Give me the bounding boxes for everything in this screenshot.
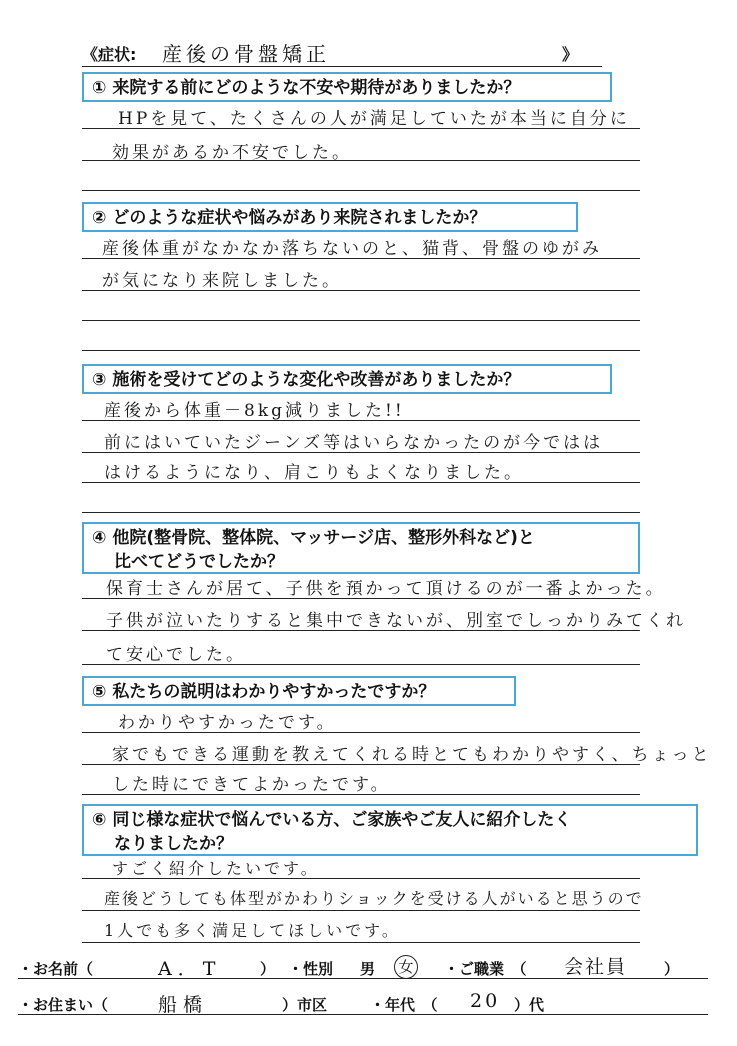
footer-rule-2	[18, 1014, 708, 1015]
gender-label: ・性別	[288, 960, 334, 978]
answer-2-line-1: 産後体重がなかなか落ちないのと、猫背、骨盤のゆがみ	[102, 239, 602, 259]
rule	[82, 732, 640, 733]
question-5-number: ⑤	[92, 682, 107, 702]
answer-5-line-3: した時にできてよかったです。	[112, 775, 391, 795]
rule	[82, 482, 640, 483]
question-5-box	[82, 676, 516, 706]
rule	[82, 452, 640, 453]
answer-2-line-2: が気になり来院しました。	[102, 271, 342, 291]
question-6-number: ⑥	[92, 810, 107, 830]
question-3-number: ③	[92, 370, 107, 390]
question-2-box	[82, 202, 578, 232]
rule	[82, 664, 640, 665]
question-4-text: 他院(整骨院、整体院、マッサージ店、整形外科など)と	[112, 528, 535, 548]
name-value: A．T	[158, 958, 222, 980]
footer-rule-1	[18, 978, 708, 979]
age-value: 20	[470, 990, 501, 1012]
name-close: ）	[260, 960, 276, 978]
address-close: ）市区	[282, 996, 328, 1014]
name-label: ・お名前（	[18, 960, 94, 978]
rule	[82, 512, 640, 513]
question-6-box	[82, 804, 698, 856]
answer-3-line-1: 産後から体重－8kg減りました!!	[104, 401, 405, 421]
rule	[82, 290, 640, 291]
rule	[82, 878, 640, 879]
question-2-text: どのような症状や悩みがあり来院されましたか？	[112, 208, 487, 228]
age-close: ）代	[514, 996, 545, 1014]
question-2-number: ②	[92, 208, 107, 228]
symptom-label: 《症状:	[82, 45, 137, 64]
rule	[82, 320, 640, 321]
job-value: 会社員	[564, 956, 628, 978]
answer-3-line-2: 前にはいていたジーンズ等はいらなかったのが今ではは	[104, 433, 604, 453]
question-6-text-2: なりましたか？	[114, 834, 233, 854]
symptom-value: 産後の骨盤矯正	[162, 42, 330, 66]
rule	[82, 258, 640, 259]
question-1-number: ①	[92, 78, 107, 98]
answer-5-line-1: わかりやすかったです。	[118, 713, 337, 733]
question-1-box	[82, 72, 612, 102]
age-label: ・年代 （	[370, 996, 438, 1014]
rule	[82, 942, 640, 943]
question-5-text: 私たちの説明はわかりやすかったですか？	[112, 682, 436, 702]
gender-female-selected	[394, 955, 418, 979]
answer-6-line-1: すごく紹介したいです。	[112, 859, 320, 878]
question-4-box	[82, 522, 640, 574]
answer-1-line-1: HPを見て、たくさんの人が満足していたが本当に自分に	[118, 109, 630, 129]
question-6-text: 同じ様な症状で悩んでいる方、ご家族やご友人に紹介したく	[112, 810, 572, 830]
address-value: 船橋	[158, 994, 209, 1016]
job-close: ）	[664, 960, 680, 978]
gender-male: 男	[360, 960, 376, 978]
question-3-box	[82, 364, 612, 394]
answer-3-line-3: はけるようになり、肩こりもよくなりました。	[104, 463, 524, 483]
rule	[82, 128, 640, 129]
rule	[82, 160, 640, 161]
question-1-text: 来院する前にどのような不安や期待がありましたか？	[112, 78, 521, 98]
answer-6-line-3: 1人でも多く満足してほしいです。	[104, 921, 401, 940]
answer-4-line-3: て安心でした。	[106, 645, 246, 665]
rule	[82, 630, 640, 631]
rule	[82, 420, 640, 421]
rule	[82, 910, 640, 911]
rule	[82, 794, 640, 795]
gender-female: 女	[394, 955, 418, 979]
symptom-close: 》	[562, 45, 579, 64]
symptom-header	[82, 40, 602, 66]
answer-4-line-2: 子供が泣いたりすると集中できないが、別室でしっかりみてくれ	[106, 611, 686, 631]
answer-6-line-2: 産後どうしても体型がかわりショックを受ける人がいると思うので	[104, 889, 644, 908]
symptom-underline	[82, 66, 602, 67]
question-4-number: ④	[92, 528, 107, 548]
answer-5-line-2: 家でもできる運動を教えてくれる時とてもわかりやすく、ちょっと	[112, 745, 712, 765]
question-3-text: 施術を受けてどのような変化や改善がありましたか？	[112, 370, 521, 390]
rule	[82, 764, 640, 765]
answer-4-line-1: 保育士さんが居て、子供を預かって頂けるのが一番よかった。	[106, 579, 666, 599]
address-label: ・お住まい（	[18, 996, 109, 1014]
answer-1-line-2: 効果があるか不安でした。	[112, 143, 352, 163]
rule	[82, 350, 640, 351]
question-4-text-2: 比べてどうでしたか？	[114, 552, 284, 572]
rule	[82, 190, 640, 191]
job-label: ・ご職業 （	[444, 960, 527, 978]
rule	[82, 598, 640, 599]
